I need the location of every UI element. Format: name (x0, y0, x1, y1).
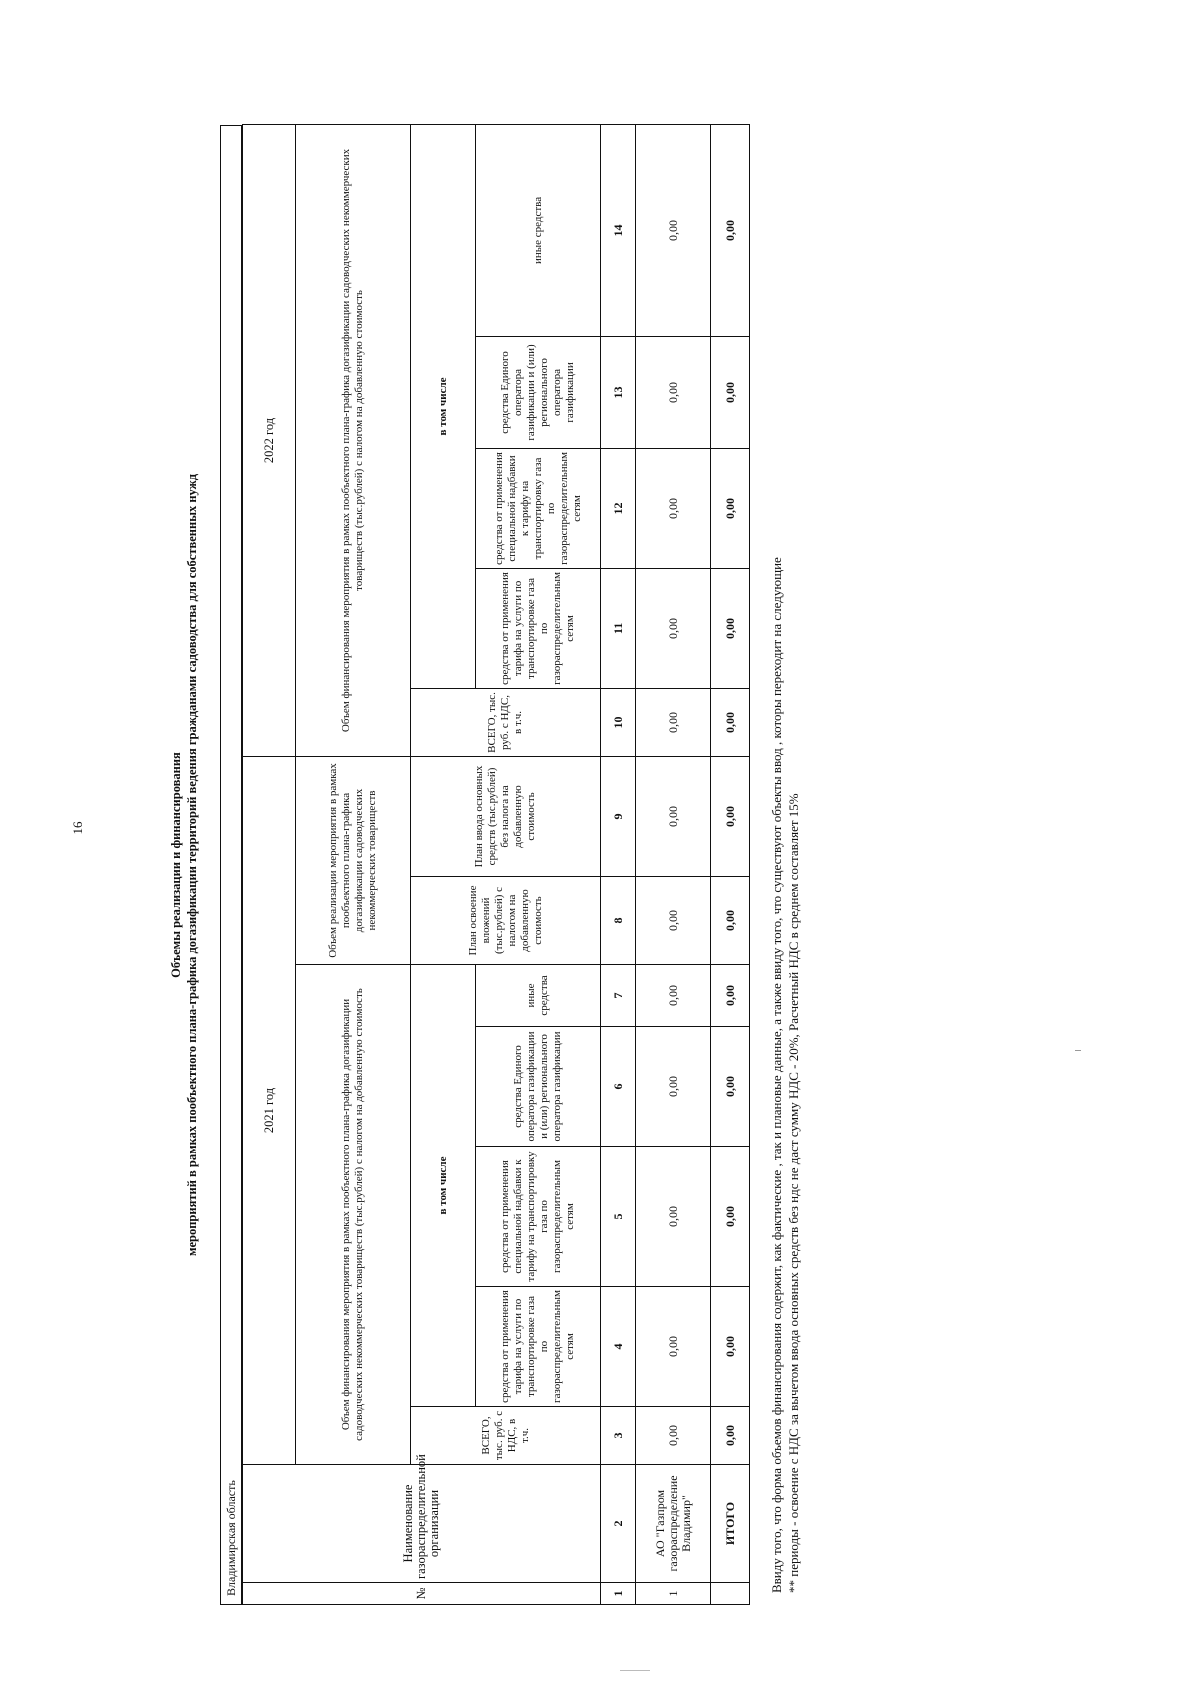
row-value: 0,00 (636, 756, 711, 876)
row-value: 0,00 (636, 688, 711, 756)
column-number: 6 (601, 1027, 636, 1147)
total-empty (711, 1583, 750, 1605)
header-in-that-2021: в том числе (411, 965, 476, 1407)
header-num: № (243, 1583, 601, 1605)
footnote-line-2: ** периоды - освоение с НДС за вычетом ввода основных средств без ндс не даст сумму НДС - 20%, Расчетный НДС в среднем составляет 15% (786, 793, 801, 1593)
footnotes (768, 125, 802, 1605)
column-number: 12 (601, 448, 636, 568)
row-value: 0,00 (636, 448, 711, 568)
total-value: 0,00 (711, 448, 750, 568)
total-value: 0,00 (711, 1287, 750, 1407)
rotated-sheet (160, 125, 808, 1605)
column-number: 14 (601, 124, 636, 336)
header-other-2021: иные средства (476, 965, 601, 1027)
header-plan-input: План ввода основных средств (тыс.рублей) без налога на добавленную стоимость (411, 756, 601, 876)
column-number: 10 (601, 688, 636, 756)
column-number: 13 (601, 336, 636, 448)
region-label: Владимирская область (220, 125, 242, 1605)
column-number-row (601, 124, 636, 1604)
total-value: 0,00 (711, 877, 750, 965)
row-value: 0,00 (636, 877, 711, 965)
row-org-name: АО "Газпром газораспределение Владимир" (636, 1465, 711, 1583)
column-number: 9 (601, 756, 636, 876)
column-number: 1 (601, 1583, 636, 1605)
document-title (160, 125, 220, 1605)
header-single-operator-2021: средства Единого оператора газификации и (или) регионального оператора газификации (476, 1027, 601, 1147)
column-number: 7 (601, 965, 636, 1027)
row-value: 0,00 (636, 568, 711, 688)
header-single-operator-2022: средства Единого оператора газификации и (или) регионального оператора газификации (476, 336, 601, 448)
total-value: 0,00 (711, 568, 750, 688)
header-special-markup-2021: средства от применения специальной надбавки к тарифу на транспортировку газа по газораспределительным сетям (476, 1147, 601, 1287)
header-tariff-services-2022: средства от применения тарифа на услуги по транспортировке газа по газораспределительным сетям (476, 568, 601, 688)
row-value: 0,00 (636, 1407, 711, 1465)
header-plan-investment: План освоение вложений (тыс.рублей) с налогом на добавленную стоимость (411, 877, 601, 965)
header-financing-2021: Объем финансирования мероприятия в рамках пообъектного плана-графика догазификации садоводческих некоммерческих товариществ (тыс.рублей) с налогом на добавленную стоимость (296, 965, 411, 1465)
header-year-2021: 2021 год (243, 756, 296, 1464)
column-number: 5 (601, 1147, 636, 1287)
footnote-line-1: Ввиду того, что форма объемов финансирования содержит, как фактические , так и плановые данные, а также ввиду того, что существуют объекты ввод , которы переходит на следующие (769, 557, 784, 1593)
total-value: 0,00 (711, 124, 750, 336)
scan-artifact (620, 1670, 650, 1671)
header-other-2022: иные средства (476, 124, 601, 336)
row-value: 0,00 (636, 1147, 711, 1287)
header-org-name: Наименование газораспределительной организации (243, 1465, 601, 1583)
header-total-2022: ВСЕГО, тыс. руб. с НДС, в т.ч. (411, 688, 601, 756)
total-value: 0,00 (711, 336, 750, 448)
column-number: 8 (601, 877, 636, 965)
scan-artifact (1075, 1050, 1081, 1051)
table-row (636, 124, 711, 1604)
financing-table (242, 124, 750, 1605)
row-value: 0,00 (636, 336, 711, 448)
row-num: 1 (636, 1583, 711, 1605)
title-line-1: Объемы реализации и финансирования (169, 752, 183, 978)
row-value: 0,00 (636, 965, 711, 1027)
header-year-2022: 2022 год (243, 124, 296, 756)
header-in-that-2022: в том числе (411, 124, 476, 688)
column-number: 4 (601, 1287, 636, 1407)
row-value: 0,00 (636, 1027, 711, 1147)
total-value: 0,00 (711, 688, 750, 756)
column-number: 3 (601, 1407, 636, 1465)
header-tariff-services-2021: средства от применения тарифа на услуги по транспортировке газа по газораспределительным сетям (476, 1287, 601, 1407)
header-total-2021: ВСЕГО, тыс. руб. с НДС, в т.ч. (411, 1407, 601, 1465)
column-number: 2 (601, 1465, 636, 1583)
total-value: 0,00 (711, 965, 750, 1027)
column-number: 11 (601, 568, 636, 688)
header-special-markup-2022: средства от применения специальной надбавки к тарифу на транспортировку газа по газораспределительным сетям (476, 448, 601, 568)
total-row (711, 124, 750, 1604)
row-value: 0,00 (636, 124, 711, 336)
total-value: 0,00 (711, 1407, 750, 1465)
row-value: 0,00 (636, 1287, 711, 1407)
total-label: ИТОГО (711, 1465, 750, 1583)
total-value: 0,00 (711, 1027, 750, 1147)
title-line-2: мероприятий в рамках пообъектного плана-графика догазификации территорий ведения гражданами садоводства для собственных нужд (185, 473, 199, 1257)
header-realization-2021: Объем реализации мероприятия в рамках пообъектного плана-графика догазификации садоводческих некоммерческих товариществ (296, 756, 411, 964)
page-number: 16 (70, 821, 85, 835)
total-value: 0,00 (711, 756, 750, 876)
total-value: 0,00 (711, 1147, 750, 1287)
header-financing-2022: Объем финансирования мероприятия в рамках пообъектного плана-графика догазификации садоводческих некоммерческих товариществ (тыс.рублей) с налогом на добавленную стоимость (296, 124, 411, 756)
